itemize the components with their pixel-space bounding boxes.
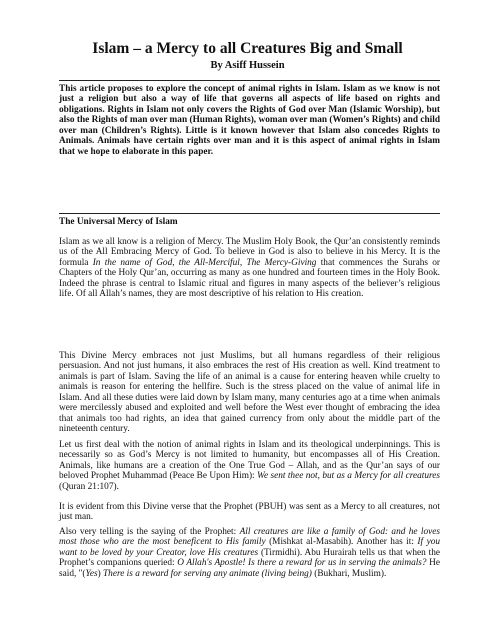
body-paragraph-3 — [59, 440, 440, 492]
italic-quote: We sent thee not, but as a Mercy for all creatures — [257, 471, 441, 482]
paragraph-text: (Bukhari, Muslim). — [311, 568, 387, 579]
body-paragraph-4: It is evident from this Divine verse that the Prophet (PBUH) was sent as a Mercy to all creatures, not just man. — [59, 502, 440, 523]
paragraph-text: (Mishkat al-Masabih). Another has it: — [265, 537, 418, 548]
abstract-paragraph: This article proposes to explore the concept of animal rights in Islam. Islam as we know is not just a religion but also a way of life that governs all aspects of life based on rights and obligations. Rights in Islam not only covers the Rights of God over Man (Islamic Worship), but also the Rights of man over man (Human Rights), woman over man (Women’s Rights) and child over man (Children’s Rights). Little is it known however that Islam also concedes Rights to Animals. Animals have certain rights over man and it is this aspect of animal rights in Islam that we hope to elaborate in this paper. — [59, 84, 440, 157]
body-paragraph-1 — [59, 237, 440, 300]
paragraph-text: ) — [97, 568, 103, 579]
paragraph-text: (Tirmidhi). Abu Hurairah tells us that when the Prophet’s companions queried: — [59, 547, 440, 569]
paragraph-text: He said, "( — [59, 558, 441, 579]
body-paragraph-2: This Divine Mercy embraces not just Muslims, but all humans regardless of their religious persuasion. And not just humans, it also embraces the rest of His creation as well. Kind treatment to animals is part of Islam. Saving the life of an animal is a cause for entering heaven while cruelty to animals is reason for entering the hellfire. Such is the stress placed on the value of animal life in Islam. And all these duties were laid down by Islam many, many centuries ago at a time when animals were mercilessly abused and exploited and well before the West ever thought of embracing the idea that animals too had rights, an idea that gained currency from only about the middle part of the nineteenth century. — [59, 351, 440, 435]
italic-quote: There is a reward for serving any animate (living being) — [103, 568, 312, 579]
document-title: Islam – a Mercy to all Creatures Big and Small — [92, 40, 403, 57]
italic-quote: All creatures are like a family of God: and he loves most those who are the most beneficent to His family — [59, 527, 440, 548]
italic-quote: If you want to be loved by your Creator, love His creatures — [59, 537, 440, 558]
abstract-top-rule — [59, 80, 440, 81]
paragraph-text: Islam as we all know is a religion of Mercy. The Muslim Holy Book, the Qur’an consistently reminds us of the All Embracing Mercy of God. To believe in God is also to believe in his Mercy. It is the formula — [59, 237, 440, 268]
paragraph-text: Also very telling is the saying of the Prophet: — [59, 527, 240, 537]
paragraph-text: Let us first deal with the notion of animal rights in Islam and its theological underpinnings. This is necessarily so as God’s Mercy is not limited to humanity, but encompasses all of His Creation. Animals, like humans are a creation of the One True God – Allah, and as the Qur’an says of our beloved Prophet Muhammad (Peace Be Upon Him): — [59, 440, 440, 482]
section-heading: The Universal Mercy of Islam — [59, 217, 178, 227]
body-paragraph-5 — [59, 527, 440, 579]
author-byline: By Asiff Hussein — [210, 60, 285, 71]
paragraph-text: (Quran 21:107). — [59, 481, 119, 492]
abstract-bottom-rule — [59, 213, 440, 214]
italic-quote: O Allah's Apostle! Is there a reward for us in serving the animals? — [177, 558, 427, 569]
italic-quote: In the name of God, the All-Merciful, The Mercy-Giving — [92, 257, 317, 268]
paragraph-text: that commences the Surahs or Chapters of the Holy Qur’an, occurring as many as one hundred and fourteen times in the Holy Book. Indeed the phrase is central to Islamic ritual and figures in many aspects of the believer’s religious life. Of all Allah’s names, they are most descriptive of his relation to His creation. — [59, 257, 441, 300]
italic-quote: Yes — [85, 568, 98, 579]
